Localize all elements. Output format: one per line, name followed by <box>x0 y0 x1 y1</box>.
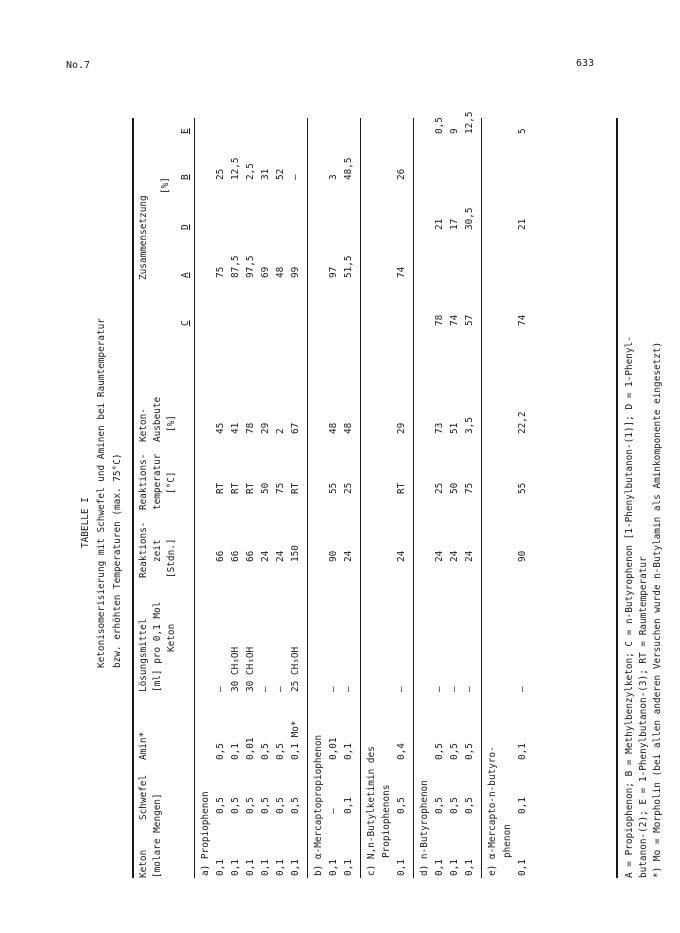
table-cell: 78 <box>245 422 256 434</box>
table-cell: 52 <box>275 168 286 180</box>
col-amin: Amin* <box>138 731 149 760</box>
table-cell: – <box>517 686 528 692</box>
table-cell: 0,5 <box>275 743 286 760</box>
section-label: b) α-Mercaptopropiophenon <box>313 734 324 876</box>
page-number: 633 <box>576 58 595 69</box>
table-cell: 0,5 <box>215 797 226 814</box>
table-cell: 5 <box>517 128 528 134</box>
col-temp-2: temperatur <box>152 453 163 510</box>
table-cell: 51 <box>449 422 460 434</box>
table-cell: 24 <box>396 550 407 562</box>
footnote-1: A = Propiophenon; B = Methylbenzylketon; C = n-Butyrophenon [1-Phenylbutanon-(1)]; D = 1-Phenyl- <box>624 336 635 878</box>
col-keton: Keton <box>138 849 149 878</box>
table-cell: 90 <box>517 550 528 562</box>
col-ausb-1: Keton- <box>138 408 149 442</box>
table-cell: 73 <box>434 422 445 434</box>
section-label: Propiophenons <box>381 784 392 858</box>
section-rule <box>360 118 361 878</box>
table-cell: 29 <box>396 422 407 434</box>
table-cell: – <box>215 686 226 692</box>
footnote-2: butanon-(2); E = 1-Phenylbutanon-(3); RT = Raumtemperatur <box>638 556 649 878</box>
section-label: e) α-Mercapto-n-butyro- <box>487 746 498 876</box>
table-cell: 48,5 <box>343 157 354 180</box>
table-cell: 0,1 <box>290 859 301 876</box>
table-cell: 51,5 <box>343 255 354 278</box>
table-cell: 0,5 <box>449 797 460 814</box>
table-cell: 75 <box>464 482 475 494</box>
table-cell: RT <box>245 482 256 494</box>
table-cell: 48 <box>328 422 339 434</box>
table-cell: 87,5 <box>230 255 241 278</box>
table-cell: 0,5 <box>230 797 241 814</box>
table-cell: 0,5 <box>260 797 271 814</box>
table-cell: 0,5 <box>245 797 256 814</box>
table-cell: 0,5 <box>449 743 460 760</box>
table-cell: 0,1 <box>343 859 354 876</box>
col-e: E <box>180 128 191 134</box>
table-cell: 55 <box>517 482 528 494</box>
table-cell: 24 <box>449 550 460 562</box>
table-cell: 24 <box>434 550 445 562</box>
col-d: D <box>180 224 191 230</box>
table-cell: 57 <box>464 314 475 326</box>
table-cell: 45 <box>215 422 226 434</box>
table-cell: RT <box>215 482 226 494</box>
table-cell: – <box>290 174 301 180</box>
col-zus-1: Zusammensetzung <box>138 195 149 280</box>
table-cell: 0,1 <box>396 859 407 876</box>
table-cell: – <box>343 686 354 692</box>
table-title-line2: bzw. erhöhten Temperaturen (max. 75°C) <box>112 453 123 668</box>
table-cell: 75 <box>275 482 286 494</box>
table-cell: 41 <box>230 422 241 434</box>
table-cell: 74 <box>396 266 407 278</box>
table-cell: 25 <box>343 482 354 494</box>
col-zeit-2: zeit <box>152 539 163 562</box>
table-cell: 0,1 <box>517 797 528 814</box>
table-cell: 0,1 <box>230 743 241 760</box>
section-rule <box>481 118 482 878</box>
col-b: B <box>180 174 191 180</box>
table-cell: 0,1 <box>328 859 339 876</box>
table-cell: 0,1 <box>434 859 445 876</box>
table-cell: 0,5 <box>464 743 475 760</box>
table-label: TABELLE I <box>80 497 91 548</box>
table-cell: 9 <box>449 128 460 134</box>
table-cell: 25 <box>434 482 445 494</box>
table-cell: 2 <box>275 428 286 434</box>
table-cell: 0,1 <box>343 797 354 814</box>
table-cell: – <box>434 686 445 692</box>
table-cell: 2,5 <box>245 163 256 180</box>
table-cell: 55 <box>328 482 339 494</box>
section-rule <box>307 118 308 878</box>
table-cell: – <box>328 686 339 692</box>
table-cell: 0,5 <box>260 743 271 760</box>
table-cell: – <box>260 686 271 692</box>
page-label: No.7 <box>66 60 91 71</box>
table-cell: 24 <box>343 550 354 562</box>
col-temp-3: [°C] <box>166 471 177 494</box>
table-cell: 0,5 <box>396 797 407 814</box>
col-ausb-3: [%] <box>166 415 177 432</box>
col-temp-1: Reaktions- <box>138 453 149 510</box>
table-cell: 22,2 <box>517 411 528 434</box>
table-cell: 75 <box>215 266 226 278</box>
table-cell: 25 <box>215 168 226 180</box>
table-cell: 12,5 <box>464 111 475 134</box>
table-cell: 3,5 <box>464 417 475 434</box>
table-cell: 0,1 <box>343 743 354 760</box>
table-cell: 0,1 <box>517 743 528 760</box>
rule-header-bottom <box>194 118 195 878</box>
table-cell: 0,5 <box>275 797 286 814</box>
table-cell: 74 <box>517 314 528 326</box>
table-cell: 30 CH₃OH <box>245 646 256 692</box>
table-cell: 26 <box>396 168 407 180</box>
table-cell: 90 <box>328 550 339 562</box>
table-cell: 99 <box>290 266 301 278</box>
table-cell: – <box>449 686 460 692</box>
table-cell: 0,1 <box>449 859 460 876</box>
table-cell: 66 <box>230 550 241 562</box>
table-cell: 0,1 <box>245 859 256 876</box>
table-cell: 0,1 <box>517 859 528 876</box>
footnote-3: *) Mo = Morpholin (bei allen anderen Versuchen wurde n-Butylamin als Aminkomponente eingesetzt) <box>652 341 663 878</box>
col-zeit-3: [Stdn.] <box>166 538 177 578</box>
table-cell: 97 <box>328 266 339 278</box>
table-cell: 66 <box>245 550 256 562</box>
table-cell: 25 CH₃OH <box>290 646 301 692</box>
table-cell: 0,5 <box>215 743 226 760</box>
table-cell: 0,5 <box>434 117 445 134</box>
table-cell: 66 <box>215 550 226 562</box>
col-a: A <box>180 272 191 278</box>
table-cell: 3 <box>328 174 339 180</box>
table-cell: RT <box>230 482 241 494</box>
section-label: c) N,n-Butylketimin des <box>366 746 377 876</box>
col-loes-1: Lösungsmittel <box>138 618 149 692</box>
table-cell: 97,5 <box>245 255 256 278</box>
table-cell: 12,5 <box>230 157 241 180</box>
col-molare: [molare Mengen] <box>152 793 163 878</box>
table-cell: 0,1 <box>275 859 286 876</box>
col-c: C <box>180 320 191 326</box>
rule-top <box>132 118 134 878</box>
table-cell: 0,1 <box>260 859 271 876</box>
col-schwefel: Schwefel <box>138 774 149 820</box>
table-cell: 24 <box>464 550 475 562</box>
section-label: d) n-Butyrophenon <box>419 780 430 876</box>
table-cell: 21 <box>434 218 445 230</box>
table-cell: 31 <box>260 168 271 180</box>
table-cell: 30,5 <box>464 207 475 230</box>
table-cell: 17 <box>449 218 460 230</box>
table-cell: 0,1 <box>230 859 241 876</box>
table-cell: 24 <box>260 550 271 562</box>
col-loes-2: [ml] pro 0,1 Mol <box>152 601 163 692</box>
table-cell: 50 <box>260 482 271 494</box>
col-loes-3: Keton <box>166 623 177 652</box>
table-cell: RT <box>290 482 301 494</box>
section-label: phenon <box>502 824 513 858</box>
table-title-line1: Ketonisomerisierung mit Schwefel und Aminen bei Raumtemperatur <box>96 318 107 668</box>
table-cell: 48 <box>343 422 354 434</box>
table-cell: 0,1 Mo* <box>290 720 301 760</box>
table-cell: – <box>328 808 339 814</box>
table-cell: 74 <box>449 314 460 326</box>
table-cell: 48 <box>275 266 286 278</box>
section-label: a) Propiophenon <box>200 791 211 876</box>
table-cell: 21 <box>517 218 528 230</box>
col-zeit-1: Reaktions- <box>138 521 149 578</box>
table-cell: 150 <box>290 545 301 562</box>
table-cell: 0,5 <box>434 743 445 760</box>
table-cell: 50 <box>449 482 460 494</box>
table-cell: 0,1 <box>215 859 226 876</box>
table-cell: 29 <box>260 422 271 434</box>
table-cell: – <box>464 686 475 692</box>
rule-bottom <box>616 118 618 878</box>
table-cell: 0,01 <box>245 737 256 760</box>
table-cell: 0,01 <box>328 737 339 760</box>
col-zus-2: [%] <box>160 177 171 194</box>
table-cell: 0,4 <box>396 743 407 760</box>
table-cell: 0,5 <box>464 797 475 814</box>
table-cell: – <box>275 686 286 692</box>
table-cell: 69 <box>260 266 271 278</box>
table-cell: 67 <box>290 422 301 434</box>
table-cell: RT <box>396 482 407 494</box>
section-rule <box>413 118 414 878</box>
table-cell: 78 <box>434 314 445 326</box>
data-table <box>68 111 678 878</box>
table-cell: 0,1 <box>464 859 475 876</box>
table-cell: 0,5 <box>434 797 445 814</box>
table-cell: 30 CH₃OH <box>230 646 241 692</box>
table-cell: 24 <box>275 550 286 562</box>
table-cell: 0,5 <box>290 797 301 814</box>
table-cell: – <box>396 686 407 692</box>
col-ausb-2: Ausbeute <box>152 396 163 442</box>
